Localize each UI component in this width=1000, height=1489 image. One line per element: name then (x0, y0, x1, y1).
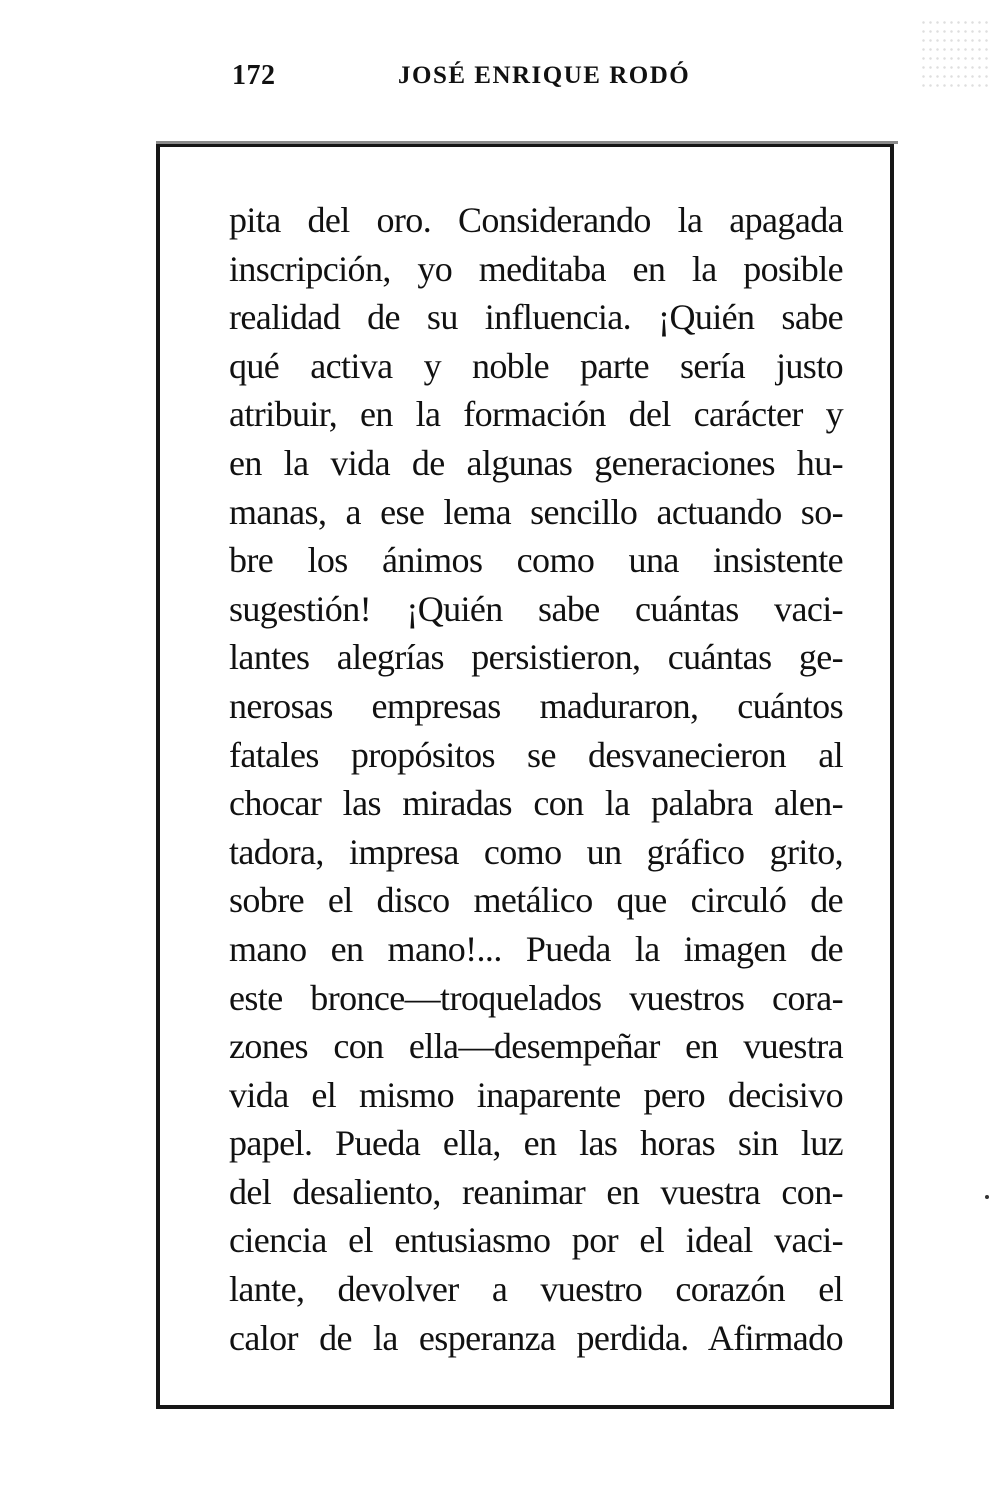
text-line: atribuir, en la formación del carácter y (229, 394, 843, 435)
text-line: papel. Pueda ella, en las horas sin luz (229, 1123, 843, 1164)
text-line: fatales propósitos se desvanecieron al (229, 734, 843, 775)
page-number: 172 (232, 60, 276, 91)
text-line: sobre el disco metálico que circuló de (229, 880, 843, 921)
text-line: realidad de su influencia. ¡Quién sabe (229, 297, 843, 338)
text-line: mano en mano!... Pueda la imagen de (229, 928, 843, 969)
scan-speck (985, 1195, 989, 1199)
scan-noise (920, 18, 990, 88)
text-line: este bronce—troquelados vuestros cora- (229, 977, 843, 1018)
text-line: qué activa y noble parte sería justo (229, 345, 843, 386)
text-line: inscripción, yo meditaba en la posible (229, 248, 843, 289)
text-line: pita del oro. Considerando la apagada (229, 200, 843, 240)
text-line: tadora, impresa como un gráfico grito, (229, 831, 843, 872)
text-line: vida el mismo inaparente pero decisivo (229, 1074, 843, 1115)
body-text (229, 196, 843, 1362)
text-line: del desaliento, reanimar en vuestra con- (229, 1171, 843, 1212)
text-line: ciencia el entusiasmo por el ideal vaci- (229, 1220, 843, 1261)
text-line: en la vida de algunas generaciones hu- (229, 442, 843, 483)
text-line: lante, devolver a vuestro corazón el (229, 1269, 843, 1310)
running-head (232, 60, 692, 100)
text-line: lantes alegrías persistieron, cuántas ge- (229, 637, 843, 678)
text-line: manas, a ese lema sencillo actuando so- (229, 491, 843, 532)
running-title: JOSÉ ENRIQUE RODÓ (398, 62, 691, 89)
text-line: sugestión! ¡Quién sabe cuántas vaci- (229, 588, 843, 629)
text-line: chocar las miradas con la palabra alen- (229, 783, 843, 824)
text-line: calor de la esperanza perdida. Afirmado (229, 1317, 843, 1358)
text-line: zones con ella—desempeñar en vuestra (229, 1026, 843, 1067)
text-line: bre los ánimos como una insistente (229, 540, 843, 581)
text-line: nerosas empresas maduraron, cuántos (229, 685, 843, 726)
